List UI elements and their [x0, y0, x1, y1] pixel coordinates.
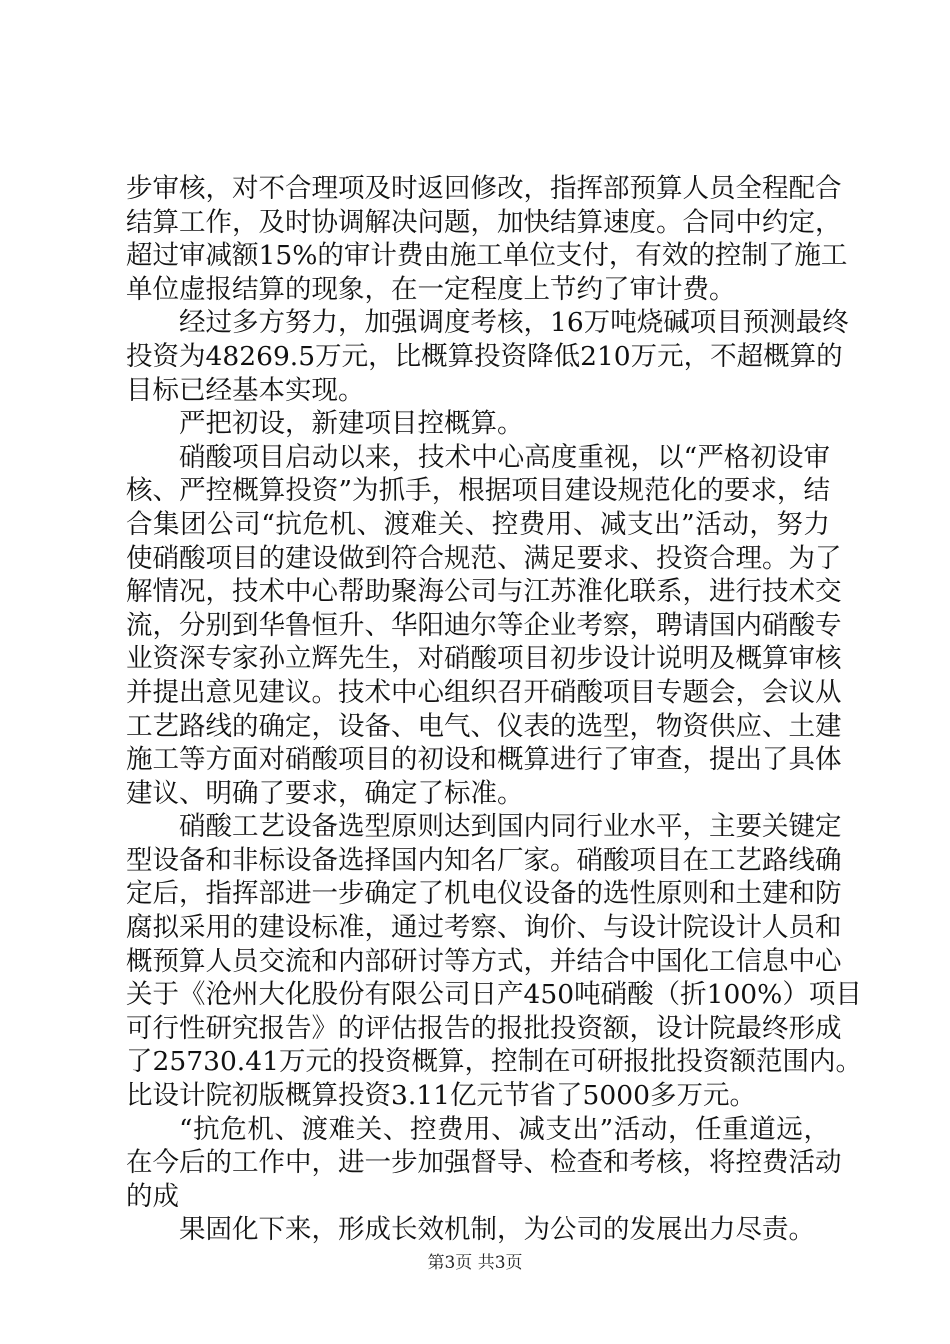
- text-line: 在今后的工作中，进一步加强督导、检查和考核，将控费活动: [126, 1147, 842, 1179]
- text-line: 概预算人员交流和内部研讨等方式，并结合中国化工信息中心: [126, 945, 842, 977]
- text-line: 使硝酸项目的建设做到符合规范、满足要求、投资合理。为了: [126, 542, 842, 574]
- text-line: 核、严控概算投资”为抓手，根据项目建设规范化的要求，结: [126, 475, 830, 507]
- text-line: 型设备和非标设备选择国内知名厂家。硝酸项目在工艺路线确: [126, 844, 842, 876]
- text-line: 严把初设，新建项目控概算。: [179, 408, 524, 440]
- text-line: 关于《沧州大化股份有限公司日产450吨硝酸（折100%）项目: [126, 979, 862, 1011]
- text-line: 施工等方面对硝酸项目的初设和概算进行了审查，提出了具体: [126, 744, 842, 776]
- text-line: 合集团公司“抗危机、渡难关、控费用、减支出”活动，努力: [126, 508, 830, 540]
- text-line: 的成: [126, 1180, 179, 1212]
- text-line: 硝酸工艺设备选型原则达到国内同行业水平，主要关键定: [179, 811, 842, 843]
- text-line: 超过审减额15%的审计费由施工单位支付，有效的控制了施工: [126, 240, 848, 272]
- text-line: 并提出意见建议。技术中心组织召开硝酸项目专题会，会议从: [126, 676, 842, 708]
- text-line: 目标已经基本实现。: [126, 374, 365, 406]
- text-line: 经过多方努力，加强调度考核，16万吨烧碱项目预测最终: [179, 307, 849, 339]
- text-line: 果固化下来，形成长效机制，为公司的发展出力尽责。: [179, 1214, 815, 1246]
- text-line: 业资深专家孙立辉先生，对硝酸项目初步设计说明及概算审核: [126, 643, 842, 675]
- text-line: 可行性研究报告》的评估报告的报批投资额，设计院最终形成: [126, 1012, 842, 1044]
- text-line: 步审核，对不合理项及时返回修改，指挥部预算人员全程配合: [126, 173, 842, 204]
- text-line: 投资为48269.5万元，比概算投资降低210万元，不超概算的: [126, 340, 843, 372]
- text-line: 了25730.41万元的投资概算，控制在可研报批投资额范围内。: [126, 1046, 862, 1078]
- text-line: 定后，指挥部进一步确定了机电仪设备的选性原则和土建和防: [126, 878, 842, 910]
- text-line: 腐拟采用的建设标准，通过考察、询价、与设计院设计人员和: [126, 912, 842, 944]
- text-line: 建议、明确了要求，确定了标准。: [126, 777, 524, 809]
- body-text: [126, 172, 862, 1247]
- text-line: 比设计院初版概算投资3.11亿元节省了5000多万元。: [126, 1080, 756, 1112]
- text-line: 流，分别到华鲁恒升、华阳迪尔等企业考察，聘请国内硝酸专: [126, 609, 842, 641]
- text-line: 硝酸项目启动以来，技术中心高度重视，以“严格初设审: [179, 441, 830, 473]
- text-line: “抗危机、渡难关、控费用、减支出”活动，任重道远，: [179, 1113, 830, 1145]
- text-line: 解情况，技术中心帮助聚海公司与江苏淮化联系，进行技术交: [126, 576, 842, 608]
- text-line: 结算工作，及时协调解决问题，加快结算速度。合同中约定，: [126, 206, 842, 238]
- text-line: 单位虚报结算的现象，在一定程度上节约了审计费。: [126, 273, 736, 305]
- page-footer: 第3页 共3页: [427, 1253, 523, 1273]
- text-line: 工艺路线的确定，设备、电气、仪表的选型，物资供应、土建: [126, 710, 842, 742]
